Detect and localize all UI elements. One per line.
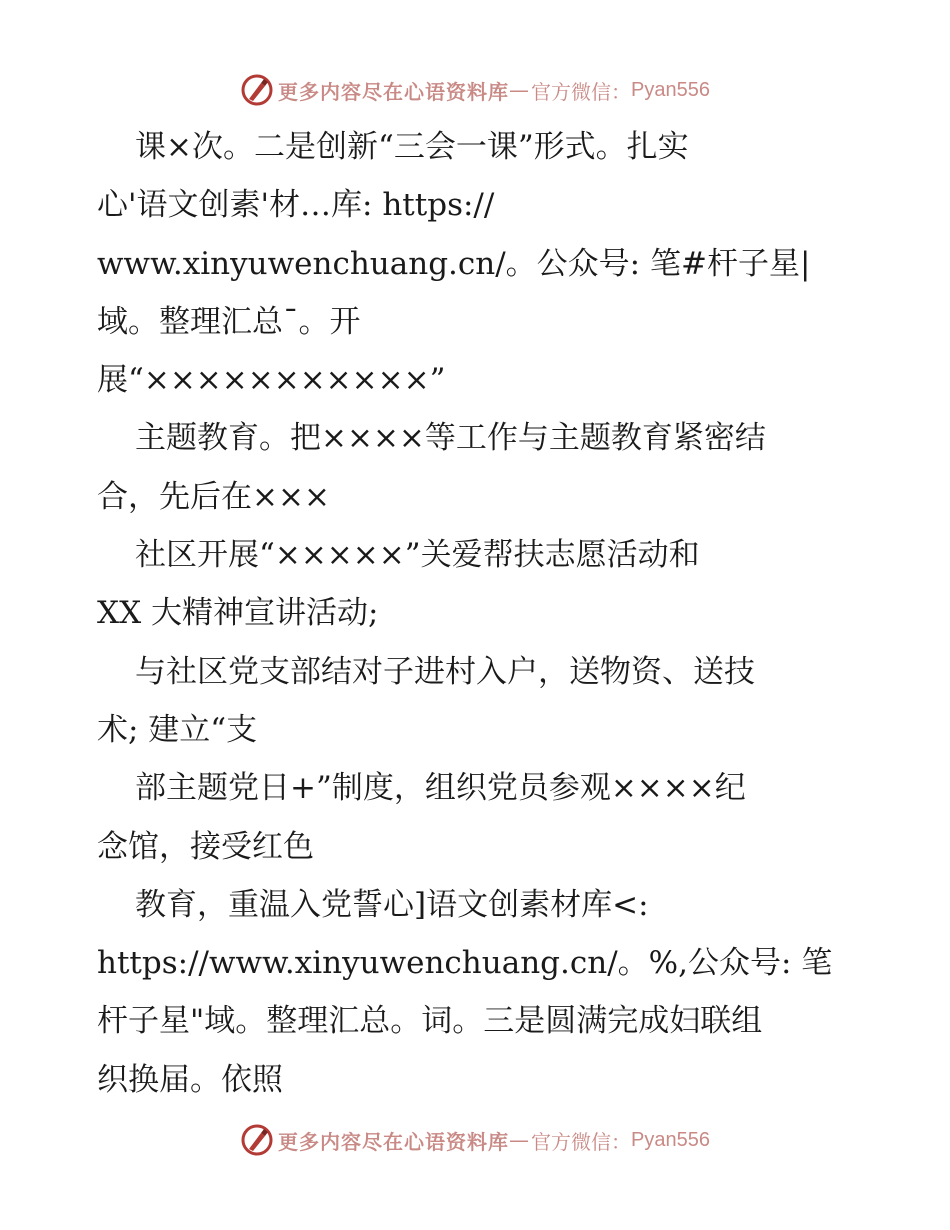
body-line: 织换届。依照	[97, 1061, 283, 1098]
body-line: 课×次。二是创新“三会一课”形式。扎实	[135, 129, 689, 165]
banner-text: 更多内容尽在心语资料库	[278, 1129, 510, 1154]
body-line: https://www.xinyuwenchuang.cn/。%,公众号: 笔	[97, 945, 833, 982]
wechat-label: 官方微信：	[531, 1129, 632, 1154]
body-line: 心'语文创素'材…库: https://	[97, 187, 495, 224]
body-line: 域。整理汇总¯。开	[97, 303, 361, 340]
body-line: 与社区党支部结对子进村入户，送物资、送技	[135, 653, 755, 690]
wechat-id: Pyan556	[631, 1128, 710, 1151]
body-line: 教育，重温入党誓心]语文创素材库<:	[135, 886, 649, 923]
body-line: 社区开展“×××××”关爱帮扶志愿活动和	[135, 537, 700, 574]
banner-separator: —	[509, 1128, 530, 1152]
wechat-label: 官方微信：	[531, 79, 632, 104]
pen-logo-icon	[240, 73, 274, 107]
banner-separator: —	[509, 78, 530, 102]
body-line: 部主题党日+”制度，组织党员参观××××纪	[135, 770, 746, 807]
document-body	[97, 118, 857, 1109]
pen-logo-icon	[240, 1123, 274, 1157]
body-line: www.xinyuwenchuang.cn/。公众号: 笔#杆子星|	[97, 245, 811, 282]
wechat-id: Pyan556	[631, 78, 710, 101]
body-line: 术; 建立“支	[97, 711, 258, 748]
header-banner	[0, 70, 950, 110]
footer-banner	[0, 1120, 950, 1160]
body-line: 展“×××××××××××”	[97, 362, 446, 399]
body-line: 主题教育。把××××等工作与主题教育紧密结	[135, 420, 766, 457]
body-line: 杆子星"域。整理汇总。词。三是圆满完成妇联组	[97, 1003, 763, 1040]
body-line: 念馆，接受红色	[97, 828, 314, 865]
body-line: XX 大精神宣讲活动;	[97, 595, 379, 632]
body-line: 合，先后在×××	[97, 478, 330, 515]
banner-text: 更多内容尽在心语资料库	[278, 79, 510, 104]
